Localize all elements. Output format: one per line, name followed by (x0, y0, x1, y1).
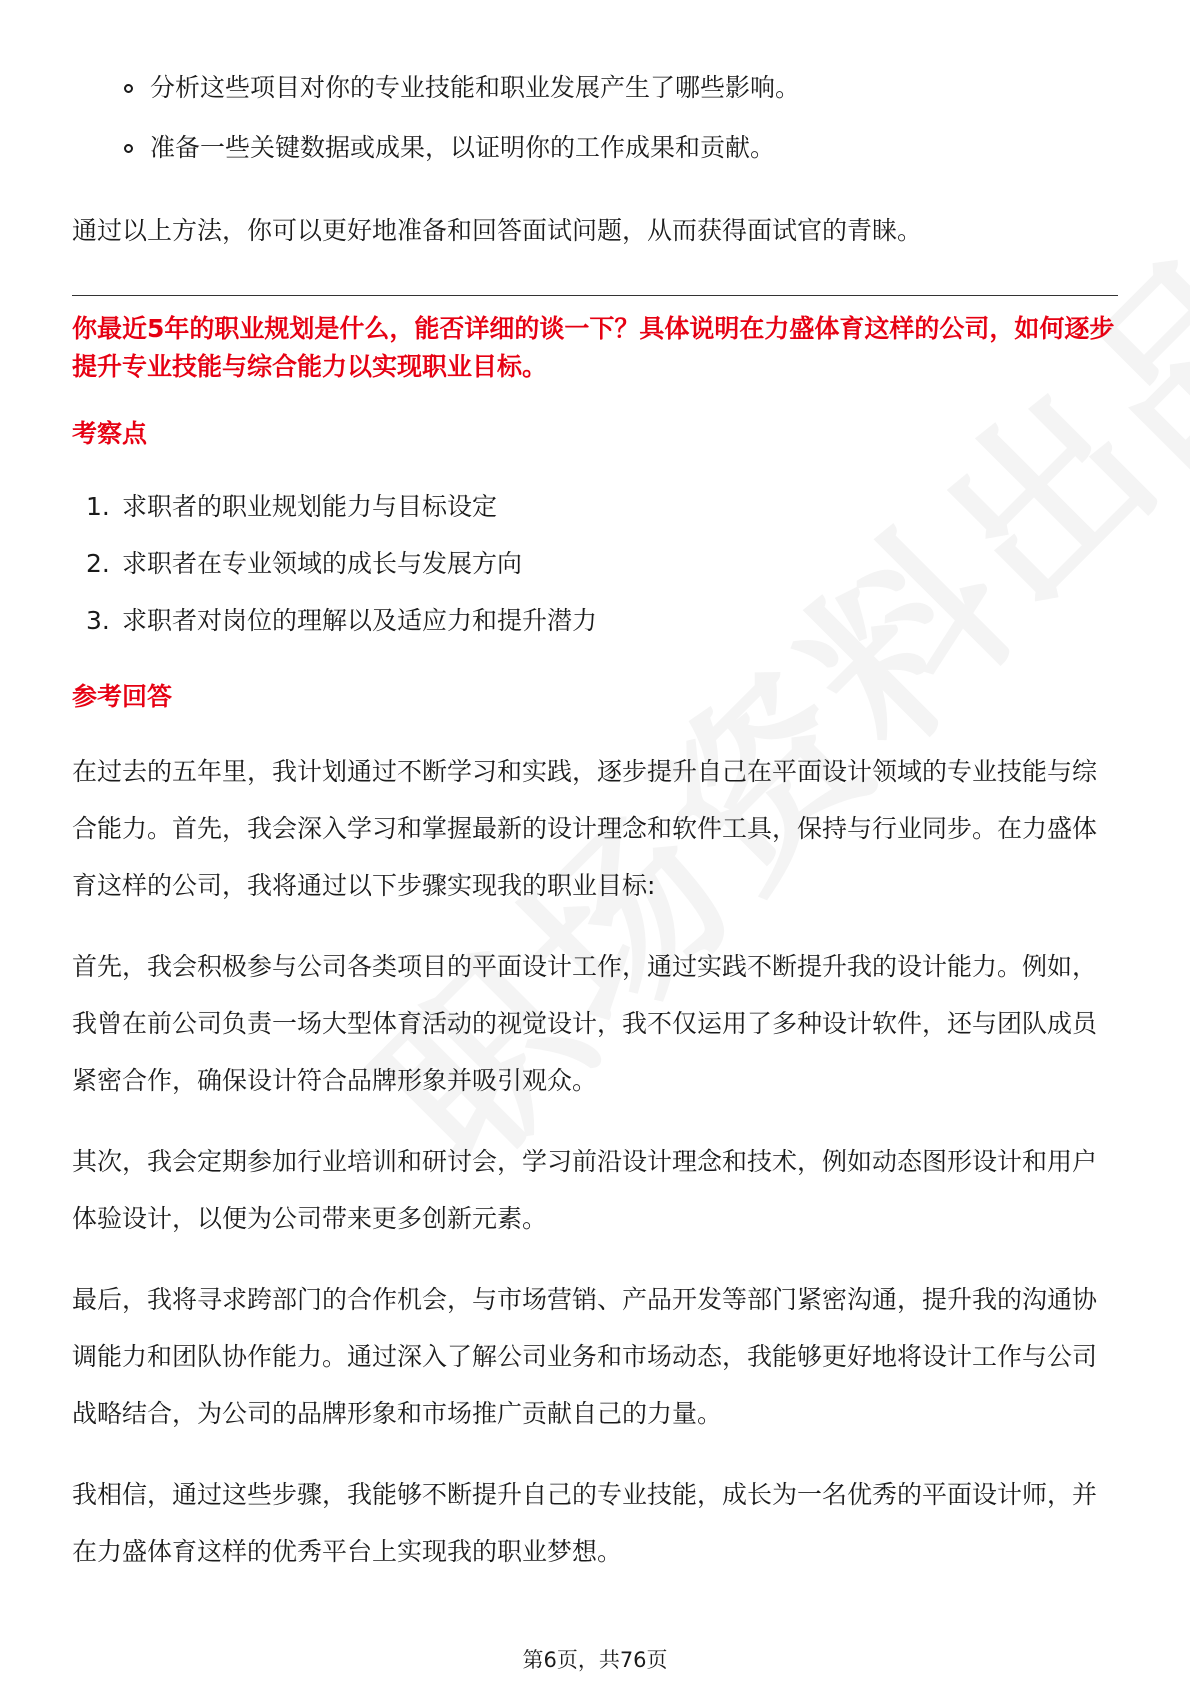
hollow-circle-bullet-icon (124, 144, 133, 153)
list-number: 3. (86, 606, 110, 635)
page-content (72, 60, 1118, 1604)
interview-question: 你最近5年的职业规划是什么，能否详细的谈一下？具体说明在力盛体育这样的公司，如何逐步提升专业技能与综合能力以实现职业目标。 (72, 314, 1115, 381)
summary-paragraph: 通过以上方法，你可以更好地准备和回答面试问题，从而获得面试官的青睐。 (72, 216, 923, 245)
bullet-list (72, 60, 1118, 176)
focus-point-text: 求职者对岗位的理解以及适应力和提升潜力 (122, 606, 598, 635)
answer-paragraph: 在过去的五年里，我计划通过不断学习和实践，逐步提升自己在平面设计领域的专业技能与综合能力。首先，我会深入学习和掌握最新的设计理念和软件工具，保持与行业同步。在力盛体育这样的公司，我将通过以下步骤实现我的职业目标: (72, 757, 1098, 900)
answer-paragraph: 最后，我将寻求跨部门的合作机会，与市场营销、产品开发等部门紧密沟通，提升我的沟通协调能力和团队协作能力。通过深入了解公司业务和市场动态，我能够更好地将设计工作与公司战略结合，为公司的品牌形象和市场推广贡献自己的力量。 (72, 1285, 1098, 1428)
focus-point-text: 求职者在专业领域的成长与发展方向 (122, 549, 523, 578)
bullet-text: 准备一些关键数据或成果，以证明你的工作成果和贡献。 (150, 133, 776, 162)
list-number: 2. (86, 549, 110, 578)
page-footer: 第6页，共76页 (522, 1648, 668, 1672)
answer-paragraph: 其次，我会定期参加行业培训和研讨会，学习前沿设计理念和技术，例如动态图形设计和用户体验设计，以便为公司带来更多创新元素。 (72, 1147, 1098, 1233)
bullet-item (150, 120, 1118, 176)
focus-heading: 考察点 (72, 419, 148, 448)
bullet-item (150, 60, 1118, 116)
answer-paragraph: 我相信，通过这些步骤，我能够不断提升自己的专业技能，成长为一名优秀的平面设计师，并在力盛体育这样的优秀平台上实现我的职业梦想。 (72, 1480, 1098, 1566)
focus-point-item (72, 535, 1118, 592)
answer-heading: 参考回答 (72, 682, 173, 711)
bullet-text: 分析这些项目对你的专业技能和职业发展产生了哪些影响。 (150, 73, 801, 102)
answer-paragraph: 首先，我会积极参与公司各类项目的平面设计工作，通过实践不断提升我的设计能力。例如，我曾在前公司负责一场大型体育活动的视觉设计，我不仅运用了多种设计软件，还与团队成员紧密合作，确保设计符合品牌形象并吸引观众。 (72, 952, 1098, 1095)
focus-points-list (72, 478, 1118, 649)
focus-point-text: 求职者的职业规划能力与目标设定 (122, 492, 498, 521)
focus-point-item (72, 478, 1118, 535)
section-divider (72, 295, 1118, 296)
list-number: 1. (86, 492, 110, 521)
hollow-circle-bullet-icon (124, 84, 133, 93)
focus-point-item (72, 592, 1118, 649)
